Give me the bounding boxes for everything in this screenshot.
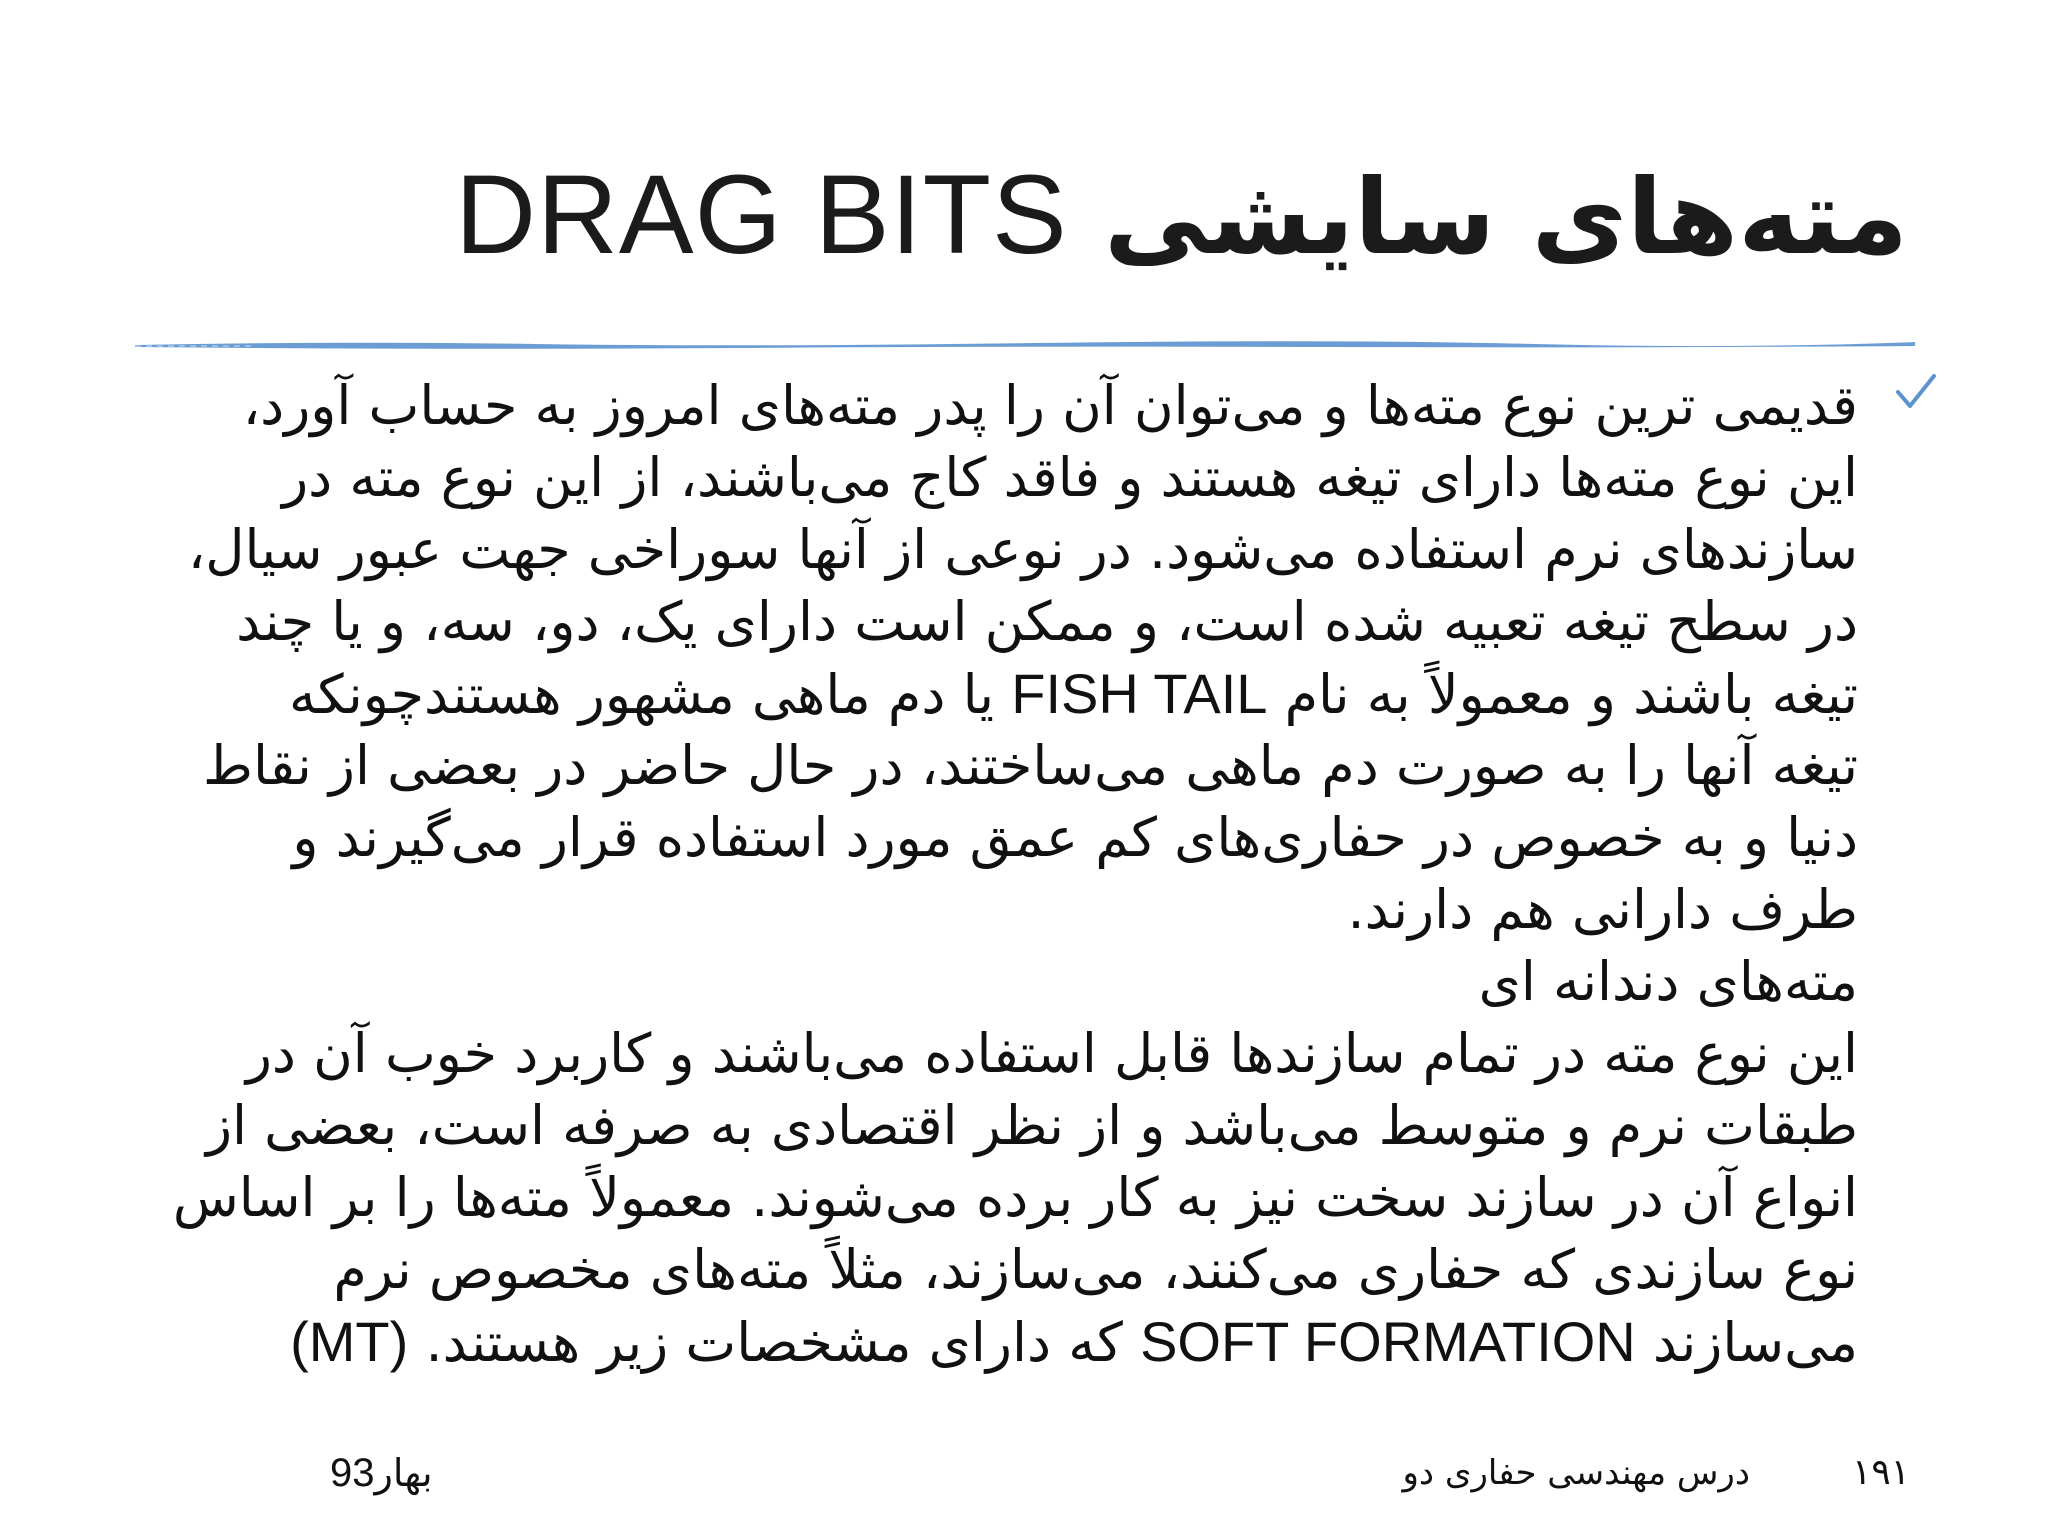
body-line-11: طبقات نرم و متوسط می‌باشد و از نظر اقتصادی به صرفه است، بعضی از: [205, 1094, 1858, 1157]
footer-date: [330, 1448, 433, 1498]
body-line-3: سازندهای نرم استفاده می‌شود. در نوعی از آنها سوراخی جهت عبور سیال،: [187, 518, 1858, 581]
body-line-5: [168, 658, 1858, 730]
body-line-10: این نوع مته در تمام سازندها قابل استفاده می‌باشند و کاربرد خوب آن در: [245, 1022, 1858, 1085]
footer-course: درس مهندسی حفاری دو: [1402, 1453, 1750, 1493]
title-divider: [135, 337, 1915, 351]
checkmark-icon: [1894, 370, 1938, 414]
title-latin: DRAG BITS: [455, 152, 1068, 277]
body-line-5-post: یا دم ماهی مشهور هستندچونکه: [288, 663, 1012, 726]
body-line-14-post: که دارای مشخصات زیر هستند.: [408, 1311, 1141, 1374]
body-line-5-pre: تیغه باشند و معمولاً به نام: [1267, 663, 1858, 726]
body-line-6: تیغه آنها را به صورت دم ماهی می‌ساختند، در حال حاضر در بعضی از نقاط: [203, 734, 1858, 797]
footer-season-number: 93: [330, 1451, 375, 1495]
body-line-14-pre: می‌سازند: [1635, 1311, 1858, 1374]
body-line-13: نوع سازندی که حفاری می‌کنند، می‌سازند، مثلاً مته‌های مخصوص نرم: [333, 1238, 1858, 1301]
subheading-tooth-bits: مته‌های دندانه ای: [1478, 950, 1858, 1013]
page-number: ۱۹۱: [1851, 1452, 1910, 1493]
slide-title: [408, 140, 1908, 290]
body-line-2: این نوع مته‌ها دارای تیغه هستند و فاقد کاج می‌باشند، از این نوع مته در: [282, 446, 1858, 509]
mt-term: (MT): [290, 1310, 409, 1373]
body-line-14: [168, 1306, 1858, 1378]
soft-formation-term: SOFT FORMATION: [1140, 1310, 1636, 1373]
fish-tail-term: FISH TAIL: [1011, 662, 1268, 725]
title-persian: مته‌های سایشی: [1103, 156, 1908, 278]
body-line-12: انواع آن در سازند سخت نیز به کار برده می‌شوند. معمولاً مته‌ها را بر اساس: [172, 1166, 1858, 1229]
body-line-1: قدیمی ترین نوع مته‌ها و می‌توان آن را پدر مته‌های امروز به حساب آورد،: [242, 374, 1858, 437]
body-line-4: در سطح تیغه تعبیه شده است، و ممکن است دارای یک، دو، سه، و یا چند: [236, 590, 1858, 653]
footer-season-word: بهار: [374, 1451, 433, 1495]
body-paragraph: [168, 370, 1858, 1378]
body-line-8: طرف دارانی هم دارند.: [1347, 878, 1858, 941]
body-line-7: دنیا و به خصوص در حفاری‌های کم عمق مورد استفاده قرار می‌گیرند و: [292, 806, 1858, 869]
